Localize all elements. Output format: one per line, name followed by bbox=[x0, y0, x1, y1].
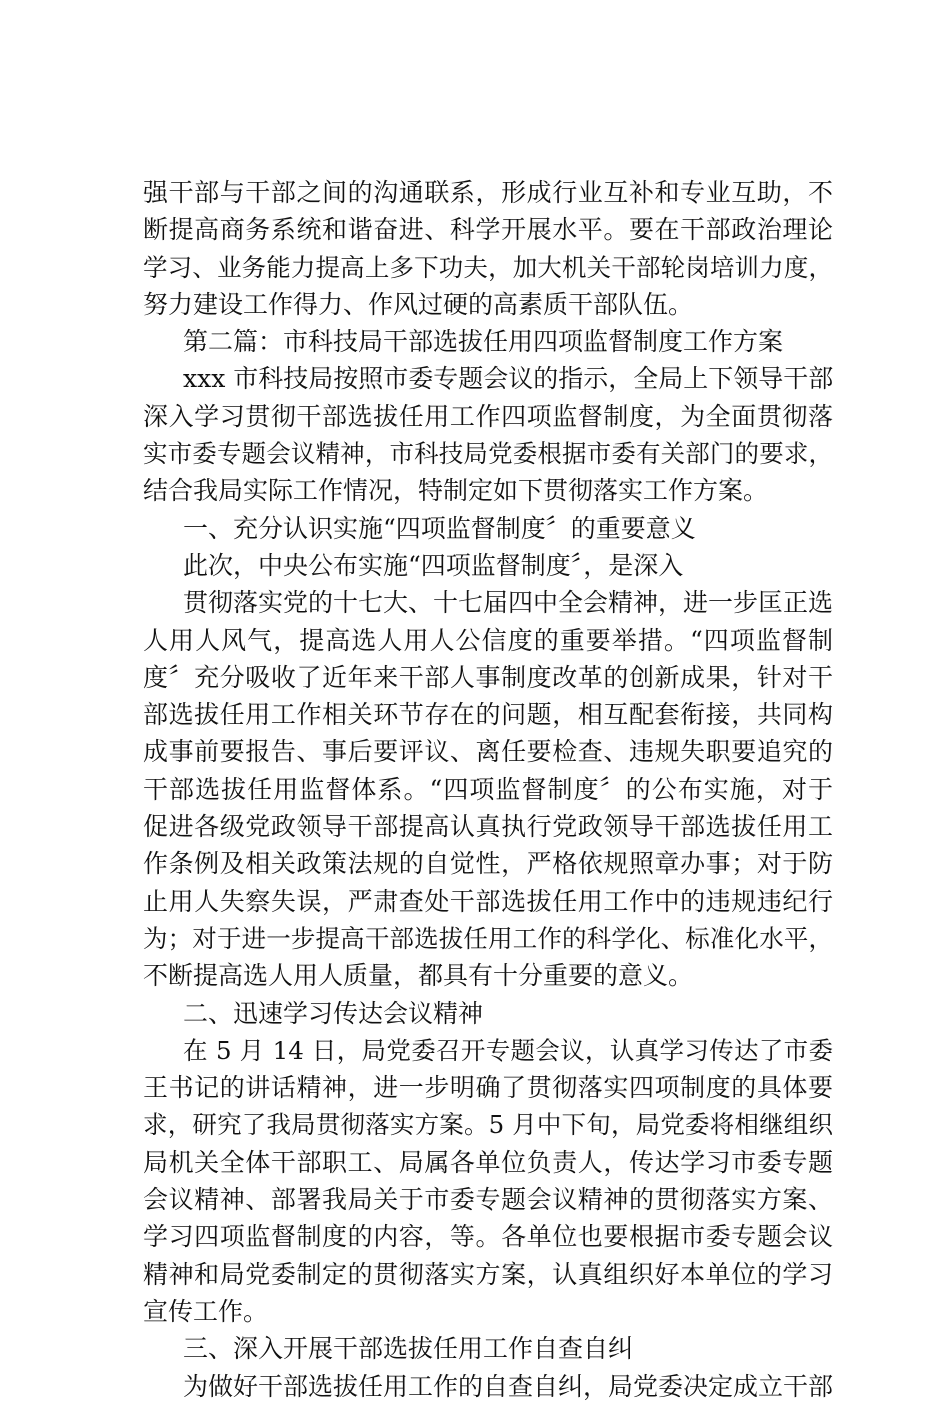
text-line: 部选拔任用工作相关环节存在的问题，相互配套衔接，共同构 bbox=[143, 700, 833, 730]
text-line: 作条例及相关政策法规的自觉性，严格依规照章办事；对于防 bbox=[143, 849, 833, 879]
text-line: 强干部与干部之间的沟通联系，形成行业互补和专业互助，不 bbox=[143, 178, 833, 207]
text-line: 精神和局党委制定的贯彻落实方案，认真组织好本单位的学习 bbox=[143, 1259, 833, 1289]
text-line: 第二篇：市科技局干部选拔任用四项监督制度工作方案 bbox=[183, 327, 784, 357]
text-line: 学习、业务能力提高上多下功夫，加大机关干部轮岗培训力度， bbox=[143, 252, 833, 282]
text-line: 一、充分认识实施“四项监督制度〞的重要意义 bbox=[183, 513, 696, 543]
text-line: 努力建设工作得力、作风过硬的高素质干部队伍。 bbox=[143, 289, 694, 319]
text-line: 不断提高选人用人质量，都具有十分重要的意义。 bbox=[143, 961, 694, 991]
text-line: 王书记的讲话精神，进一步明确了贯彻落实四项制度的具体要 bbox=[143, 1073, 833, 1103]
text-line: 会议精神、部署我局关于市委专题会议精神的贯彻落实方案、 bbox=[143, 1185, 833, 1215]
text-line: 求，研究了我局贯彻落实方案。5 月中下旬，局党委将相继组织 bbox=[143, 1110, 833, 1140]
text-line: 为；对于进一步提高干部选拔任用工作的科学化、标准化水平， bbox=[143, 923, 833, 953]
text-line: 止用人失察失误，严肃查处干部选拔任用工作中的违规违纪行 bbox=[143, 886, 833, 916]
text-line: 局机关全体干部职工、局属各单位负责人，传达学习市委专题 bbox=[143, 1147, 833, 1177]
text-line: 贯彻落实党的十七大、十七届四中全会精神，进一步匡正选 bbox=[183, 588, 834, 618]
text-line: 为做好干部选拔任用工作的自查自纠，局党委决定成立干部 bbox=[183, 1371, 834, 1401]
text-line: 度〞充分吸收了近年来干部人事制度改革的创新成果，针对干 bbox=[143, 662, 833, 692]
text-line: 结合我局实际工作情况，特制定如下贯彻落实工作方案。 bbox=[143, 476, 769, 506]
text-line: 此次，中央公布实施“四项监督制度〞，是深入 bbox=[183, 550, 684, 580]
text-line: 三、深入开展干部选拔任用工作自查自纠 bbox=[183, 1334, 634, 1364]
text-line: 学习四项监督制度的内容，等。各单位也要根据市委专题会议 bbox=[143, 1222, 833, 1252]
text-line: xxx 市科技局按照市委专题会议的指示，全局上下领导干部 bbox=[183, 364, 834, 394]
text-line: 人用人风气，提高选人用人公信度的重要举措。“四项监督制 bbox=[143, 625, 833, 655]
text-line: 成事前要报告、事后要评议、离任要检查、违规失职要追究的 bbox=[143, 737, 833, 767]
text-line: 断提高商务系统和谐奋进、科学开展水平。要在干部政治理论 bbox=[143, 215, 833, 245]
document-body bbox=[143, 174, 833, 1405]
text-line: 促进各级党政领导干部提高认真执行党政领导干部选拔任用工 bbox=[143, 812, 833, 842]
text-line: 深入学习贯彻干部选拔任用工作四项监督制度，为全面贯彻落 bbox=[143, 401, 833, 431]
text-line: 在 5 月 14 日，局党委召开专题会议，认真学习传达了市委 bbox=[183, 1035, 833, 1065]
text-line: 宣传工作。 bbox=[143, 1296, 269, 1326]
text-line: 实市委专题会议精神，市科技局党委根据市委有关部门的要求， bbox=[143, 439, 833, 469]
text-line: 干部选拔任用监督体系。“四项监督制度〞的公布实施，对于 bbox=[143, 774, 833, 804]
text-line: 二、迅速学习传达会议精神 bbox=[183, 998, 484, 1028]
